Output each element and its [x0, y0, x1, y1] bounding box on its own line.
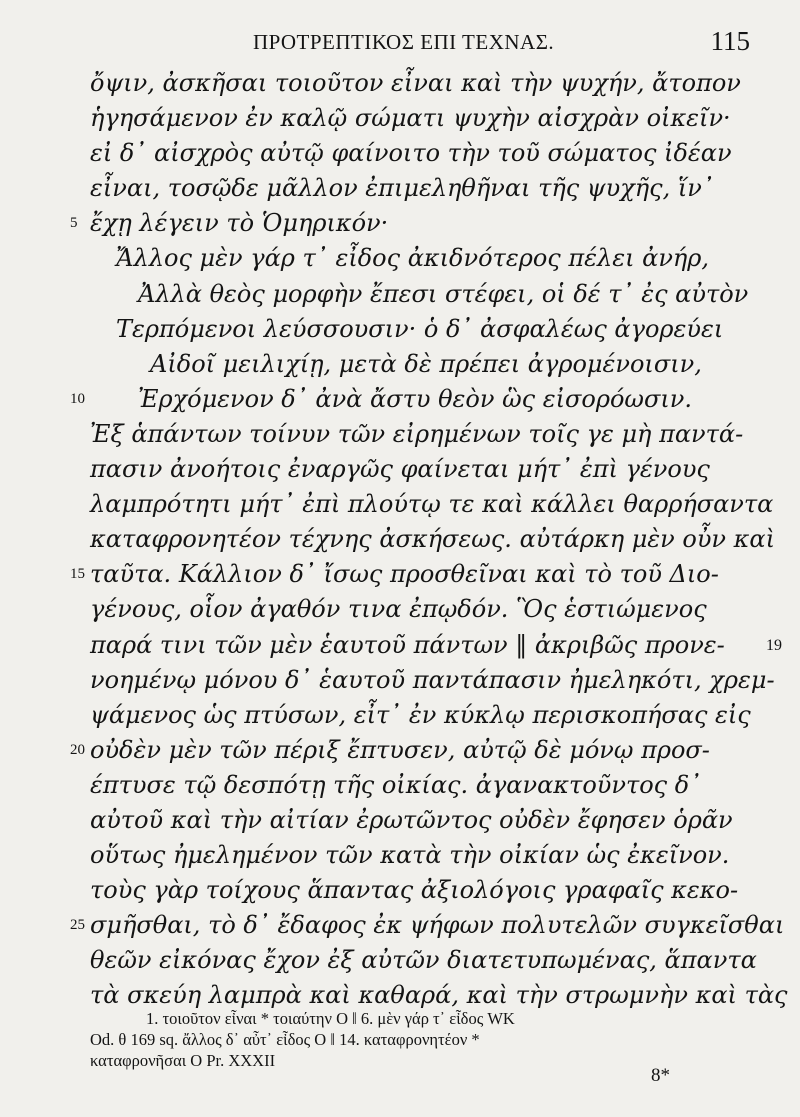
line-text: ψάμενος ὡς πτύσων, εἶτ᾽ ἐν κύκλῳ περισκοπήσας εἰς [90, 700, 751, 729]
text-line [90, 171, 760, 206]
line-text: έπτυσε τῷ δεσπότῃ τῆς οἰκίας. ἀγανακτοῦντος δ᾽ [90, 770, 702, 799]
text-line [90, 663, 775, 698]
text-line [70, 557, 760, 592]
line-text: παρά τινι τῶν μὲν ἑαυτοῦ πάντων ‖ ἀκριβῶς προνε- [90, 630, 725, 659]
line-number: 15 [70, 566, 85, 583]
text-line [90, 487, 774, 522]
text-line [90, 943, 760, 978]
line-text: Τερπόμενοι λεύσσουσιν· ὁ δ᾽ ἀσφαλέως ἀγορεύει [116, 314, 724, 343]
apparatus-line: Od. θ 169 sq. ἄλλος δ᾽ αὖτ᾽ εἶδος O ‖ 14. καταφρονητέον * [90, 1030, 480, 1049]
line-text: ἡγησάμενον ἐν καλῷ σώματι ψυχὴν αἰσχρὰν οἰκεῖν· [90, 104, 731, 133]
text-line [90, 628, 782, 663]
line-text: εἶναι, τοσῷδε μᾶλλον ἐπιμεληθῆναι τῆς ψυχῆς, ἵν᾽ [90, 174, 714, 203]
text-line [90, 66, 760, 101]
page-number: 115 [710, 26, 750, 56]
critical-apparatus [90, 1008, 770, 1071]
text-line [90, 101, 760, 136]
margin-page-number: 19 [766, 636, 782, 654]
text-line [70, 382, 760, 417]
line-text: ἔχῃ λέγειν τὸ Ὁμηρικόν· [90, 209, 389, 238]
text-line [90, 873, 760, 908]
line-text: ταῦτα. Κάλλιον δ᾽ ἴσως προσθεῖναι καὶ τὸ τοῦ Διο- [90, 560, 719, 589]
line-text: τοὺς γὰρ τοίχους ἅπαντας ἀξιολόγοις γραφαῖς κεκο- [90, 876, 739, 905]
text-line [90, 838, 760, 873]
line-number: 5 [70, 215, 78, 232]
line-text: Ἀλλὰ θεὸς μορφὴν ἔπεσι στέφει, οἱ δέ τ᾽ ἐς αὐτὸν [138, 279, 749, 308]
text-line [90, 312, 760, 347]
line-number: 10 [70, 390, 85, 407]
line-number: 25 [70, 917, 85, 934]
line-number: 20 [70, 741, 85, 758]
main-text [70, 66, 788, 1014]
text-line [90, 136, 760, 171]
text-line [90, 803, 760, 838]
text-line [90, 522, 776, 557]
line-text: τὰ σκεύη λαμπρὰ καὶ καθαρά, καὶ τὴν στρωμνὴν καὶ τὰς [90, 981, 788, 1010]
text-line [70, 908, 785, 943]
line-text: Ἐρχόμενον δ᾽ ἀνὰ ἄστυ θεὸν ὣς εἰσορόωσιν. [138, 384, 693, 413]
line-text: Ἄλλος μὲν γάρ τ᾽ εἶδος ἀκιδνότερος πέλει ἀνήρ, [116, 244, 710, 273]
line-text: οὕτως ἠμελημένον τῶν κατὰ τὴν οἰκίαν ὡς ἐκεῖνον. [90, 841, 730, 870]
apparatus-line: καταφρονῆσαι O Pr. XXXII [90, 1051, 276, 1070]
text-line [70, 733, 760, 768]
signature-mark: 8* [651, 1065, 670, 1086]
line-text: γένους, οἷον ἀγαθόν τινα ἐπῳδόν. Ὃς ἑστιώμενος [90, 595, 707, 624]
line-text: Αἰδοῖ μειλιχίῃ, μετὰ δὲ πρέπει ἀγρομένοισιν, [150, 349, 702, 378]
running-head [0, 22, 800, 62]
text-line [90, 452, 760, 487]
apparatus-line: 1. τοιοῦτον εἶναι * τοιαύτην O ‖ 6. μὲν γάρ τ᾽ εἶδος WK [146, 1009, 515, 1028]
running-title: ΠΡΟΤΡΕΠΤΙΚΟΣ ΕΠΙ ΤΕΧΝΑΣ. [253, 30, 555, 54]
line-text: σμῆσθαι, τὸ δ᾽ ἔδαφος ἐκ ψήφων πολυτελῶν συγκεῖσθαι [90, 911, 785, 940]
text-line [90, 592, 760, 627]
line-text: Ἐξ ἁπάντων τοίνυν τῶν εἰρημένων τοῖς γε μὴ παντά- [90, 419, 744, 448]
text-line [90, 698, 760, 733]
text-line [90, 768, 760, 803]
line-text: νοημένῳ μόνου δ᾽ ἑαυτοῦ παντάπασιν ἠμεληκότι, χρεμ- [90, 665, 775, 694]
text-line [90, 347, 760, 382]
line-text: πασιν ἀνοήτοις ἐναργῶς φαίνεται μήτ᾽ ἐπὶ γένους [90, 455, 710, 484]
line-text: καταφρονητέον τέχνης ἀσκήσεως. αὐτάρκη μὲν οὖν καὶ [90, 525, 776, 554]
text-line [70, 206, 760, 241]
text-line [90, 277, 760, 312]
text-line [90, 417, 760, 452]
line-text: θεῶν εἰκόνας ἔχον ἐξ αὐτῶν διατετυπωμένας, ἅπαντα [90, 946, 757, 975]
line-text: ὄψιν, ἀσκῆσαι τοιοῦτον εἶναι καὶ τὴν ψυχήν, ἄτοπον [90, 69, 741, 97]
line-text: λαμπρότητι μήτ᾽ ἐπὶ πλούτῳ τε καὶ κάλλει θαρρήσαντα [90, 490, 774, 519]
line-text: αὐτοῦ καὶ τὴν αἰτίαν ἐρωτῶντος οὐδὲν ἔφησεν ὁρᾶν [90, 805, 733, 834]
line-text: οὐδὲν μὲν τῶν πέριξ ἔπτυσεν, αὐτῷ δὲ μόνῳ προσ- [90, 735, 710, 764]
line-text: εἰ δ᾽ αἰσχρὸς αὐτῷ φαίνοιτο τὴν τοῦ σώματος ἰδέαν [90, 139, 732, 168]
text-line [90, 241, 760, 276]
